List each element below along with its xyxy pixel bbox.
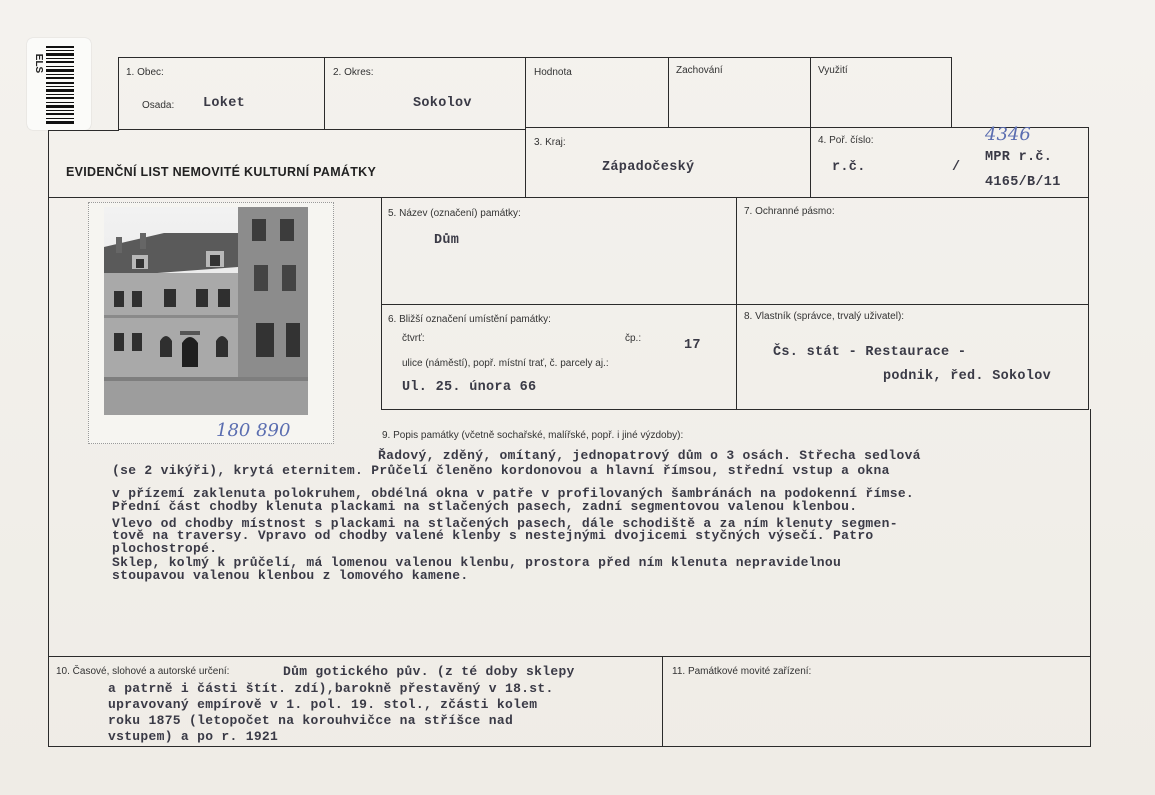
nazev-value: Dům xyxy=(434,233,460,248)
osada-label: Osada: xyxy=(142,100,175,111)
casove-line-1: Dům gotického pův. (z té doby sklepy xyxy=(283,664,575,679)
pasmo-label: 7. Ochranné pásmo: xyxy=(744,206,835,217)
popis-line-9: stoupavou valenou klenbou z lomového kamene. xyxy=(112,568,469,583)
vyuziti-label: Využití xyxy=(818,65,848,76)
handwritten-number: 4346 xyxy=(985,124,1031,145)
building-photo xyxy=(104,207,308,415)
por-cislo-label: 4. Poř. číslo: xyxy=(818,135,874,146)
ctvrt-label: čtvrť: xyxy=(402,333,425,344)
mpr-value-1: MPR r.č. xyxy=(985,150,1053,165)
popis-line-2: (se 2 vikýři), krytá eternitem. Průčelí členěno kordonovou a hlavní římsou, střední vstup a okna xyxy=(112,463,890,478)
nazev-label: 5. Název (označení) památky: xyxy=(388,208,521,219)
sticker-code: ELS xyxy=(33,53,45,74)
popis-line-8: Sklep, kolmý k průčelí, má lomenou valenou klenbu, prostora před ním klenuta nepravidelnou xyxy=(112,555,842,570)
popis-line-3: v přízemí zaklenuta polokruhem, obdélná okna v patře v profilovaných šambránách na podokenní římse. xyxy=(112,486,915,501)
form-title: EVIDENČNÍ LIST NEMOVITÉ KULTURNÍ PAMÁTKY xyxy=(66,165,377,179)
ulice-value: Ul. 25. února 66 xyxy=(402,380,537,395)
zachovani-label: Zachování xyxy=(676,65,723,76)
casove-label: 10. Časové, slohové a autorské určení: xyxy=(56,666,230,677)
ulice-label: ulice (náměstí), popř. místní trať, č. parcely aj.: xyxy=(402,358,609,369)
kraj-label: 3. Kraj: xyxy=(534,137,566,148)
cp-value: 17 xyxy=(684,338,701,353)
osada-value: Loket xyxy=(203,96,246,111)
casove-line-2: a patrně i části štít. zdí),barokně přestavěný v 18.st. xyxy=(108,681,554,696)
movite-label: 11. Památkové movité zařízení: xyxy=(672,666,812,677)
kraj-value: Západočeský xyxy=(602,160,695,175)
mpr-value-2: 4165/B/11 xyxy=(985,175,1061,190)
barcode-icon xyxy=(44,44,76,130)
popis-line-4: Přední část chodby klenuta plackami na stlačených pasech, zadní segmentovou valenou klenbou. xyxy=(112,499,858,514)
casove-line-5: vstupem) a po r. 1921 xyxy=(108,729,279,744)
cp-label: čp.: xyxy=(625,333,642,344)
popis-label: 9. Popis památky (včetně sochařské, malířské, popř. i jiné výzdoby): xyxy=(382,430,684,441)
vlastnik-line-2: podnik, řed. Sokolov xyxy=(883,369,1052,384)
popis-line-5: Vlevo od chodby místnost s plackami na stlačených pasech, dále schodiště a za ním klenuty segmen- xyxy=(112,516,898,531)
slash-mark: / xyxy=(952,160,961,175)
popis-line-7: plochostropé. xyxy=(112,541,218,556)
okres-label: 2. Okres: xyxy=(333,67,374,78)
vlastnik-line-1: Čs. stát - Restaurace - xyxy=(773,345,967,360)
casove-line-4: roku 1875 (letopočet na korouhvičce na stříšce nad xyxy=(108,713,514,728)
hodnota-label: Hodnota xyxy=(534,67,572,78)
casove-line-3: upravovaný empírově v 1. pol. 19. stol., zčásti kolem xyxy=(108,697,538,712)
vlastnik-label: 8. Vlastník (správce, trvalý uživatel): xyxy=(744,311,905,322)
photo-number: 180 890 xyxy=(216,420,291,441)
rc-value: r.č. xyxy=(832,160,866,175)
popis-line-6: tově na traversy. Vpravo od chodby valené klenby s nestejnými dvojicemi styčných výsečí. Patro xyxy=(112,528,874,543)
popis-line-1: Řadový, zděný, omítaný, jednopatrový dům o 3 osách. Střecha sedlová xyxy=(378,448,921,463)
umisteni-label: 6. Bližší označení umístění památky: xyxy=(388,314,551,325)
obec-label: 1. Obec: xyxy=(126,67,164,78)
okres-value: Sokolov xyxy=(413,96,472,111)
